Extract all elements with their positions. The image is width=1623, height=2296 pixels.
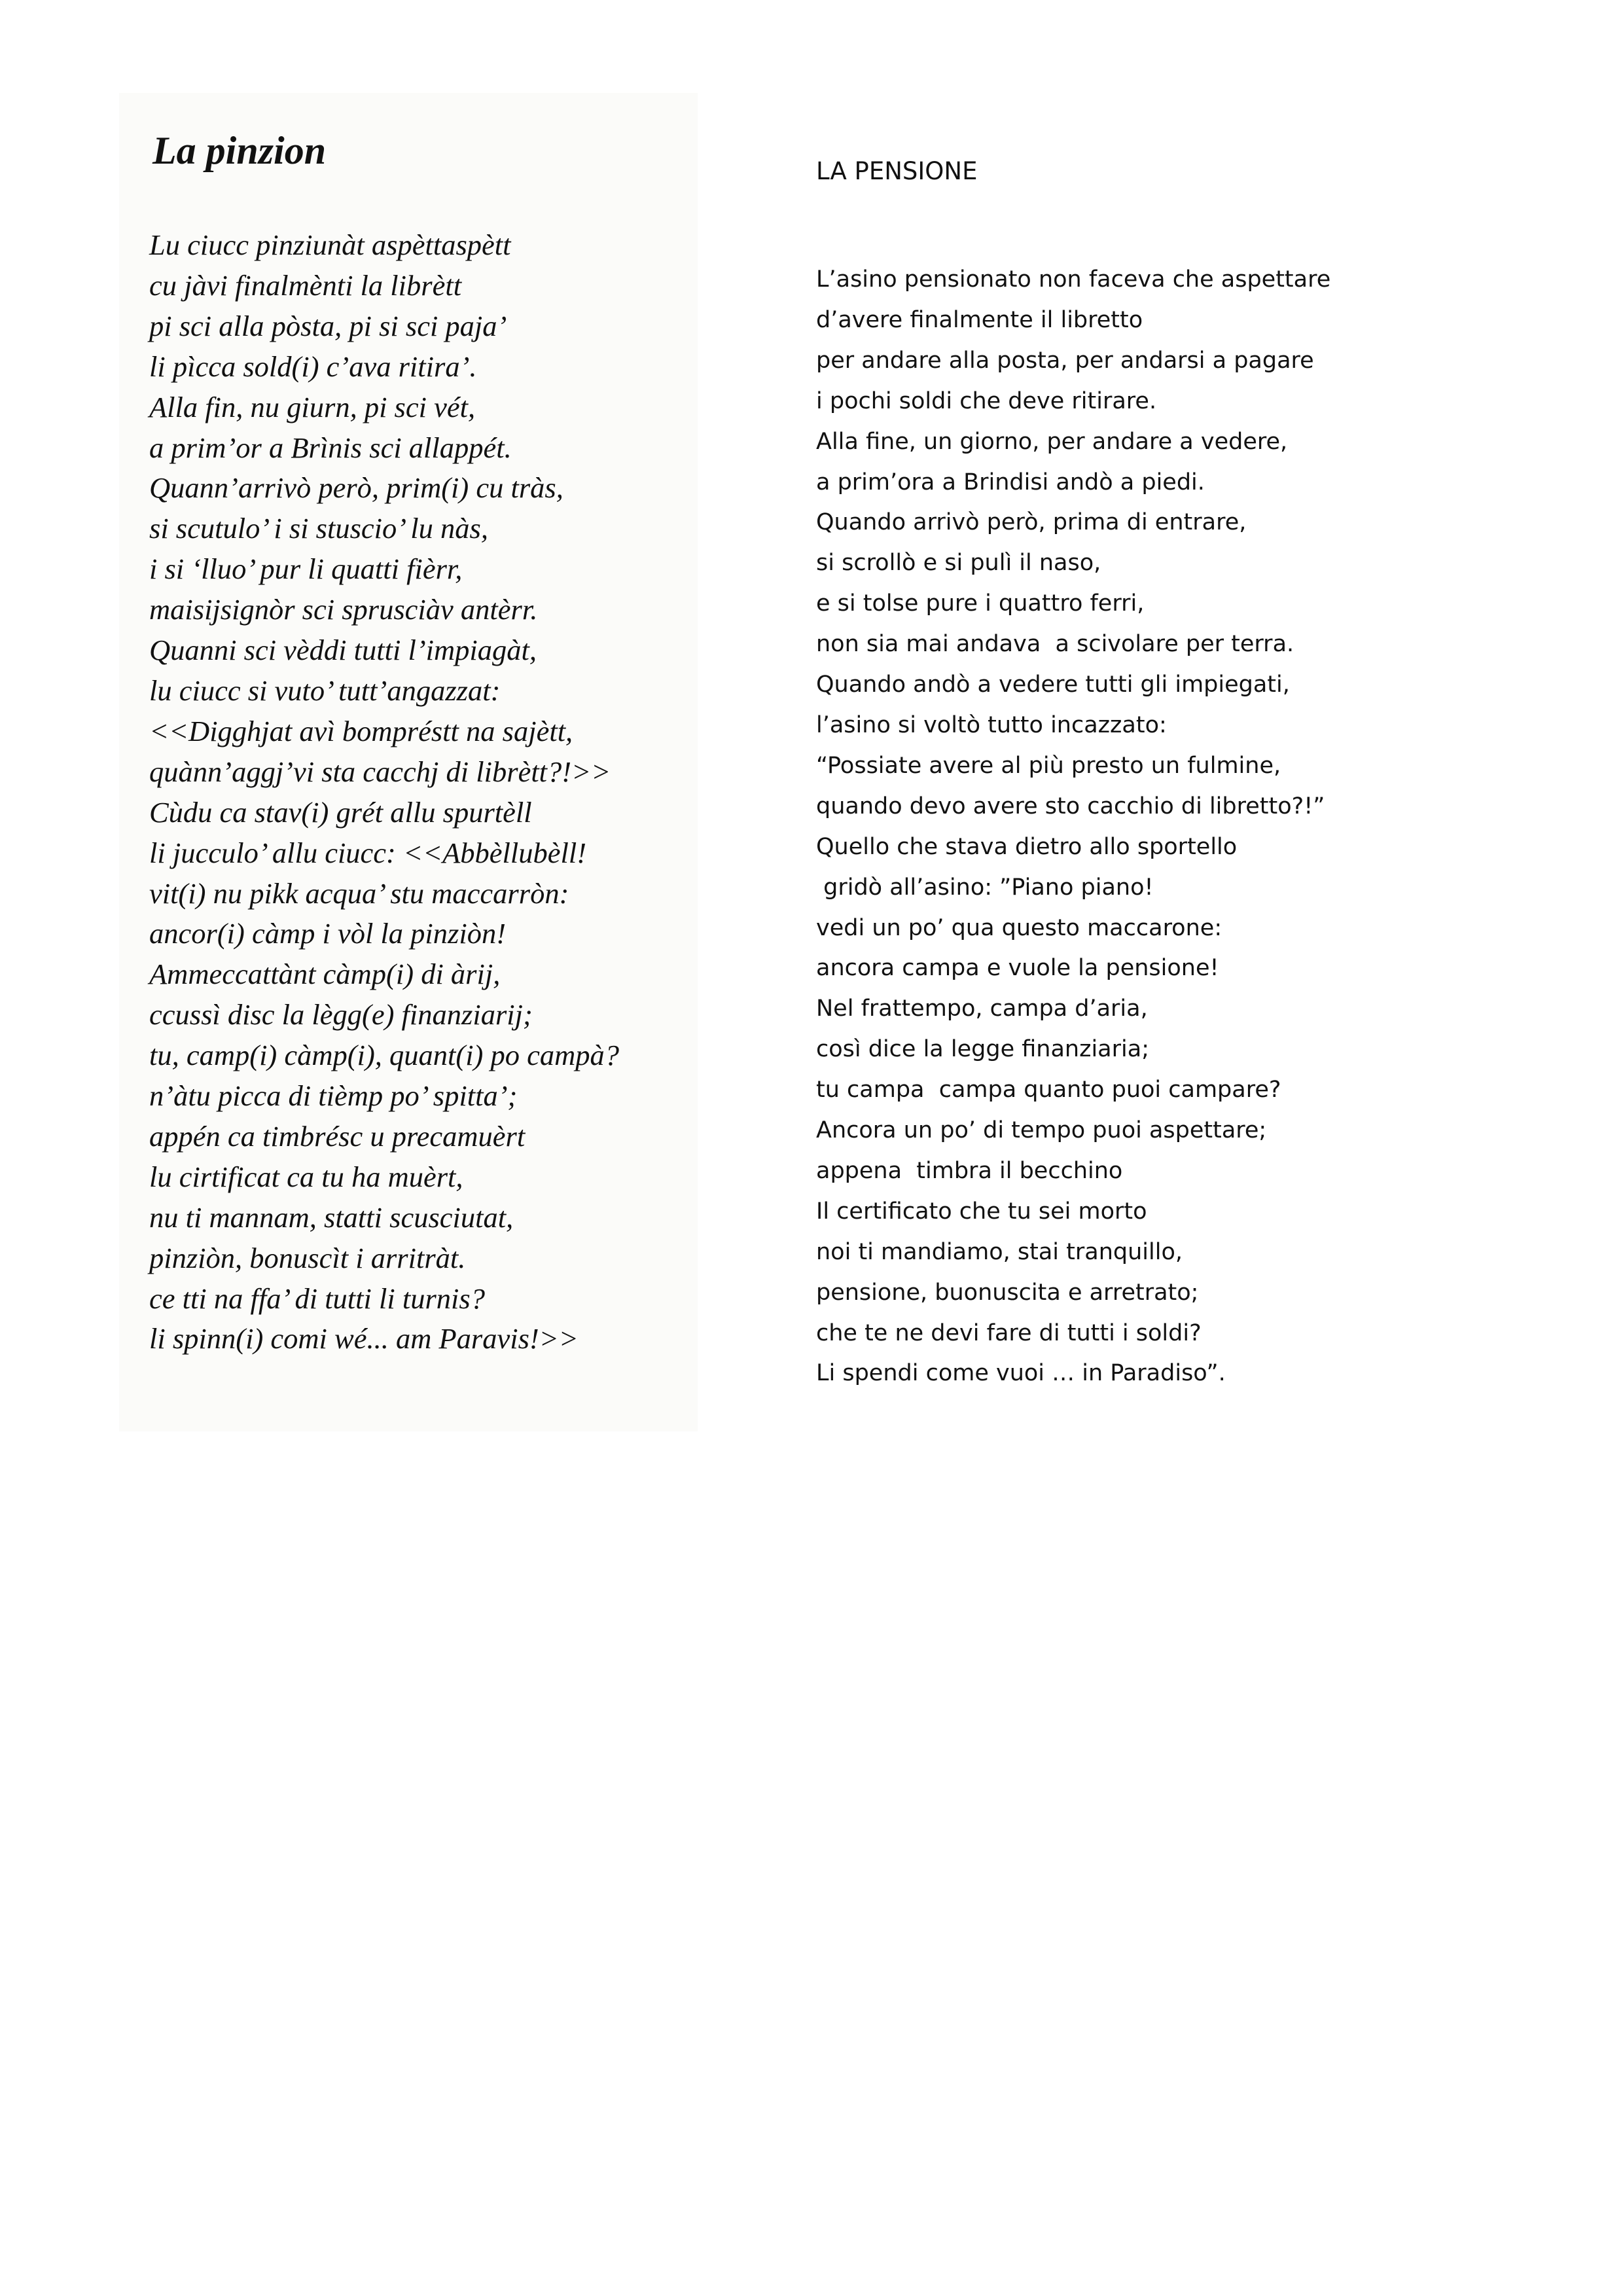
dialect-poem-line: vit(i) nu pikk acqua’ stu maccarròn: xyxy=(149,876,569,910)
translation-line: quando devo avere sto cacchio di libretto?!” xyxy=(816,793,1325,819)
translation-line: Alla fine, un giorno, per andare a vedere, xyxy=(816,428,1288,455)
dialect-poem-line: li spinn(i) comi wé... am Paravis!>> xyxy=(149,1322,579,1355)
translation-line: si scrollò e si pulì il naso, xyxy=(816,550,1101,577)
dialect-poem-line: li jucculo’ allu ciucc: <<Abbèllubèll! xyxy=(149,836,587,869)
translation-line: i pochi soldi che deve ritirare. xyxy=(816,387,1157,414)
translation-line: Quello che stava dietro allo sportello xyxy=(816,833,1238,860)
dialect-poem-line: pi sci alla pòsta, pi si sci paja’ xyxy=(149,309,507,342)
dialect-poem-line: tu, camp(i) càmp(i), quant(i) po campà? xyxy=(149,1039,620,1072)
dialect-poem-line: Quanni sci vèddi tutti l’impiagàt, xyxy=(149,634,537,667)
translation-line: Li spendi come vuoi … in Paradiso”. xyxy=(816,1360,1226,1387)
dialect-poem-line: lu ciucc si vuto’ tutt’angazzat: xyxy=(149,673,501,707)
translation-lines xyxy=(816,260,1330,1394)
dialect-poem-line: appén ca timbrésc u precamuèrt xyxy=(149,1119,526,1153)
dialect-poem-line: maisijsignòr sci sprusciàv antèrr. xyxy=(149,593,538,626)
translation-line: Quando andò a vedere tutti gli impiegati, xyxy=(816,672,1290,698)
dialect-poem-line: lu cirtificat ca tu ha muèrt, xyxy=(149,1160,463,1193)
translation-line: così dice la legge finanziaria; xyxy=(816,1036,1149,1063)
translation-line: d’avere finalmente il libretto xyxy=(816,306,1143,333)
translation-line: pensione, buonuscita e arretrato; xyxy=(816,1279,1199,1306)
translation-line: per andare alla posta, per andarsi a pagare xyxy=(816,347,1314,374)
translation-line: Nel frattempo, campa d’aria, xyxy=(816,996,1148,1022)
dialect-poem-line: Cùdu ca stav(i) grét allu spurtèll xyxy=(149,795,532,829)
translation-line: che te ne devi fare di tutti i soldi? xyxy=(816,1319,1202,1346)
dialect-poem-line: Lu ciucc pinziunàt aspèttaspètt xyxy=(149,228,511,261)
translation-line: L’asino pensionato non faceva che aspettare xyxy=(816,266,1331,293)
translation-line: gridò all’asino: ”Piano piano! xyxy=(816,874,1154,901)
translation-line: Ancora un po’ di tempo puoi aspettare; xyxy=(816,1117,1267,1144)
dialect-poem-title: La pinzion xyxy=(152,129,327,172)
dialect-poem-line: li pìcca sold(i) c’ava ritira’. xyxy=(149,350,477,383)
translation-line: “Possiate avere al più presto un fulmine, xyxy=(816,752,1281,779)
dialect-poem-line: ce tti na ffa’ di tutti li turnis? xyxy=(149,1282,485,1315)
dialect-poem-line: Ammeccattànt càmp(i) di àrij, xyxy=(149,958,501,991)
translation-line: noi ti mandiamo, stai tranquillo, xyxy=(816,1238,1183,1265)
translation-line: l’asino si voltò tutto incazzato: xyxy=(816,711,1167,738)
translation-line: a prim’ora a Brindisi andò a piedi. xyxy=(816,469,1205,495)
translation-line: vedi un po’ qua questo maccarone: xyxy=(816,914,1222,941)
translation-line: ancora campa e vuole la pensione! xyxy=(816,955,1219,982)
translation-title: LA PENSIONE xyxy=(816,157,978,185)
translation-line: appena timbra il becchino xyxy=(816,1157,1123,1184)
dialect-poem-line: ancor(i) càmp i vòl la pinziòn! xyxy=(149,917,507,950)
dialect-poem-line: a prim’or a Brìnis sci allappét. xyxy=(149,431,512,464)
translation-line: e si tolse pure i quattro ferri, xyxy=(816,590,1145,617)
dialect-poem-line: ccussì disc la lègg(e) finanziarij; xyxy=(149,998,533,1031)
translation-line: Quando arrivò però, prima di entrare, xyxy=(816,509,1247,536)
dialect-poem-line: cu jàvi finalmènti la librètt xyxy=(149,268,462,302)
dialect-poem-line: n’àtu picca di tièmp po’ spitta’; xyxy=(149,1079,518,1113)
dialect-poem-line: si scutulo’ i si stuscio’ lu nàs, xyxy=(149,512,488,545)
dialect-poem-line: i si ‘lluo’ pur li quatti fièrr, xyxy=(149,552,463,586)
translation-line: non sia mai andava a scivolare per terra. xyxy=(816,631,1294,658)
dialect-poem-line: pinziòn, bonuscìt i arritràt. xyxy=(149,1241,466,1274)
dialect-poem-lines xyxy=(149,225,619,1359)
dialect-poem-line: quànn’aggj’vi sta cacchj di librètt?!>> xyxy=(149,755,611,788)
dialect-poem-line: Alla fin, nu giurn, pi sci vét, xyxy=(149,390,476,423)
translation-line: tu campa campa quanto puoi campare? xyxy=(816,1077,1281,1103)
dialect-poem-line: Quann’arrivò però, prim(i) cu tràs, xyxy=(149,471,563,505)
dialect-poem-line: nu ti mannam, statti scusciutat, xyxy=(149,1200,514,1234)
dialect-poem-line: <<Digghjat avì bompréstt na sajètt, xyxy=(149,714,573,747)
translation-line: Il certificato che tu sei morto xyxy=(816,1198,1147,1225)
